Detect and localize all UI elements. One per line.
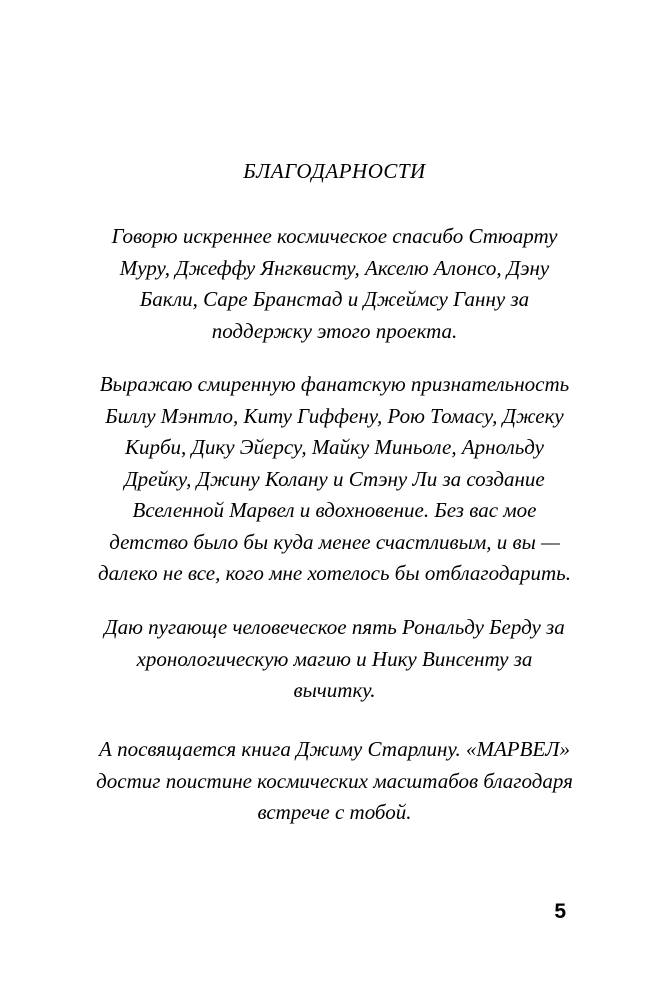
text-line: хронологическую магию и Нику Винсенту за bbox=[136, 646, 533, 671]
text-line: Биллу Мэнтло, Киту Гиффену, Рою Томасу, Джеку bbox=[105, 403, 564, 428]
acknowledgement-paragraph-2 bbox=[0, 369, 669, 590]
text-line: встрече с тобой. bbox=[257, 800, 412, 824]
acknowledgement-paragraph-3 bbox=[0, 612, 669, 707]
text-line: поддержку этого проекта. bbox=[211, 318, 458, 343]
dedication-paragraph bbox=[0, 734, 669, 829]
text-line: Вселенной Марвел и вдохновение. Без вас мое bbox=[132, 498, 537, 522]
page-heading: БЛАГОДАРНОСТИ bbox=[243, 159, 426, 183]
text-line: вычитку. bbox=[293, 678, 376, 702]
text-line: достиг поистине космических масштабов благодаря bbox=[96, 768, 573, 793]
text-line: детство было бы куда менее счастливым, и вы — bbox=[109, 529, 560, 554]
text-line: далеко не все, кого мне хотелось бы отблагодарить. bbox=[98, 561, 571, 585]
acknowledgement-paragraph-1 bbox=[0, 221, 669, 347]
text-line: А посвящается книга Джиму Старлину. «МАРВЕЛ» bbox=[99, 737, 570, 761]
page-number: 5 bbox=[554, 900, 566, 923]
text-line: Муру, Джеффу Янгквисту, Акселю Алонсо, Дэну bbox=[119, 255, 550, 280]
text-line: Дрейку, Джину Колану и Стэну Ли за создание bbox=[124, 466, 545, 491]
text-line: Кирби, Дику Эйерсу, Майку Миньоле, Арнольду bbox=[125, 435, 544, 459]
text-line: Бакли, Саре Бранстад и Джеймсу Ганну за bbox=[139, 287, 530, 311]
text-line: Выражаю смиренную фанатскую признательность bbox=[99, 372, 570, 396]
text-line: Даю пугающе человеческое пять Рональду Берду за bbox=[104, 615, 565, 639]
text-line: Говорю искреннее космическое спасибо Стюарту bbox=[111, 224, 558, 248]
